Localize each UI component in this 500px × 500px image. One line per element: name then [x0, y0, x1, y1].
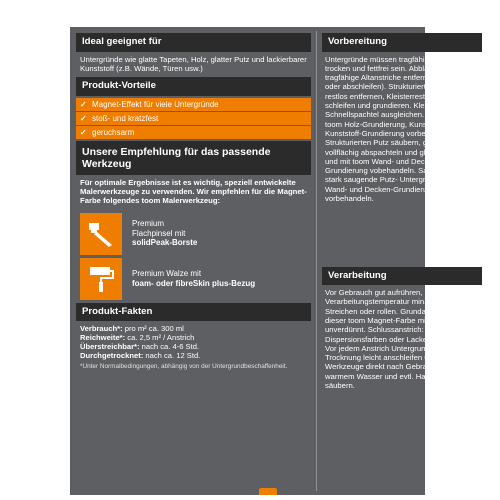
vorbereitung-heading: Vorbereitung [322, 33, 482, 52]
fakten-heading: Produkt-Fakten [76, 303, 311, 322]
tool-roller-desc: Premium Walze mit foam- oder fibreSkin plus-Bezug [132, 269, 256, 288]
vorteile-heading: Produkt-Vorteile [76, 77, 311, 96]
ideal-text: Untergründe wie glatte Tapeten, Holz, glatter Putz und lackierbarer Kunststoff (z.B. Wände, Türen usw.) [80, 54, 307, 73]
fakt-row: Durchgetrocknet: nach ca. 12 Std. [80, 351, 201, 361]
empfehlung-intro: Für optimale Ergebnisse ist es wichtig, speziell entwickelte Malerwerkzeuge zu verwenden. Wir empfehlen für die Magnet-Farbe folgendes toom Malerwerkzeug: [80, 177, 307, 206]
vorteil-item [76, 98, 311, 111]
left-column [76, 33, 311, 371]
paint-roller-icon [80, 258, 122, 300]
vorteil-label: Magnet-Effekt für viele Untergründe [92, 99, 219, 109]
fakt-row: Überstreichbar*: nach ca. 4-6 Std. [80, 342, 200, 352]
info-panel [70, 27, 479, 495]
check-icon: ✓ [80, 127, 87, 137]
vorteile-list [76, 98, 311, 139]
fakten-footnote: *Unter Normalbedingungen, abhängig von der Untergrundbeschaffenheit. [80, 363, 288, 371]
fakten-list [76, 321, 311, 360]
paintbrush-icon [80, 213, 122, 255]
tool-brush [80, 213, 311, 255]
vorbereitung-text: Untergründe müssen tragfähig, sauber, trocken und fettfrei sein. Abblätternde, nicht tragfähige Altanstriche entfernen (abbeizen oder abschleifen). Strukturierte Tapeten: restlos entfernen, Kleisterreste abwaschen, schleifen und grundieren. Kleine Risse mit Schnellspachtel ausgleichen. Rohes Holz mit toom Holz-Grundierung, Kunststoff mit toom Kunststoff-Grundierung vorbehandeln. Strukturierten Putz säubern, ggf. entgraten, vollflächig abspachteln und glätten, schleifen und mit toom Wand- und Decken-Grundierung vobehandeln. Sandende bzw. stark saugende Putz- Untergründe mit toom Wand- und Decken-Grundierung vorbehandeln. [325, 54, 479, 203]
column-divider [316, 31, 317, 491]
check-icon: ✓ [80, 99, 87, 109]
verarbeitung-heading: Verarbeitung [322, 267, 482, 286]
fakt-row: Reichweite*: ca. 2,5 m² / Anstrich [80, 333, 195, 343]
vorteil-label: stoß- und kratzfest [92, 113, 159, 123]
tool-brush-desc: Premium Flachpinsel mit solidPeak-Borste [132, 219, 198, 248]
vorteil-label: geruchsarm [92, 127, 135, 137]
right-column [322, 33, 482, 394]
empfehlung-heading: Unsere Empfehlung für das passende Werkzeug [76, 141, 311, 175]
ideal-heading: Ideal geeignet für [76, 33, 311, 52]
check-icon: ✓ [80, 113, 87, 123]
bottom-tab-marker [259, 488, 277, 495]
fakt-row: Verbrauch*: pro m² ca. 300 ml [80, 324, 184, 334]
vorteil-item [76, 126, 311, 139]
tool-roller [80, 258, 311, 300]
vorteil-item [76, 112, 311, 125]
verarbeitung-text: Vor Gebrauch gut aufrühren, Objekt- und Verarbeitungstemperatur min. +7 °C. Streichen oder rollen. Grundanstrich: Mit dieser toom Magnet-Farbe min. 3-mal unverdünnt. Schlussanstrich: Mit toom Dispersionsfarben oder Lacken 1 bis 2-mal. Vor jedem Anstrich Untergrund nach Trocknung leicht anschleifen und reinigen. Werkzeuge direkt nach Gebrauch mit warmem Wasser und evtl. Haushaltsreiniger säubern. [325, 288, 476, 391]
